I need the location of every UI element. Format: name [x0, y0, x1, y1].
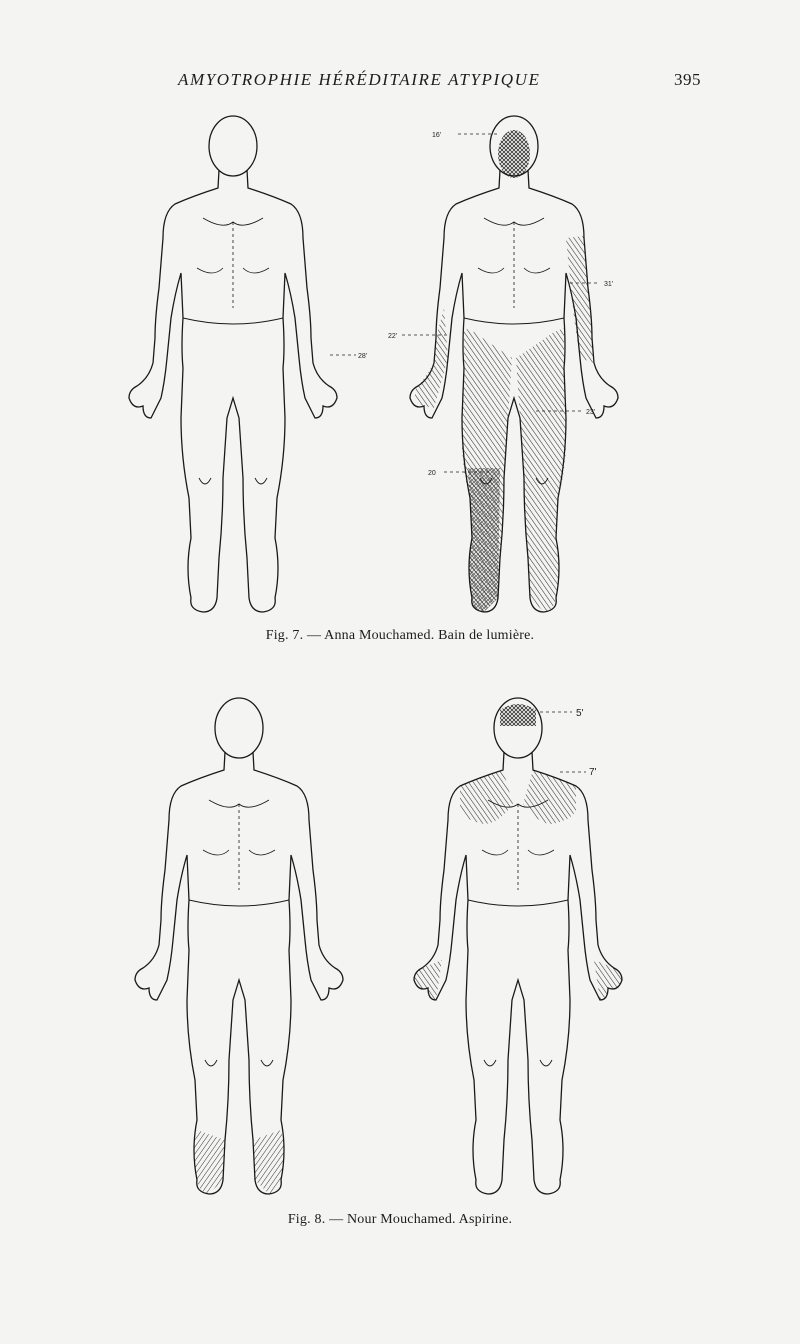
- label-forearm: 22': [388, 333, 398, 340]
- figure-7: [0, 110, 800, 620]
- right-foot-zone: [253, 1130, 284, 1194]
- label-chest: 7': [589, 767, 597, 778]
- figure-8-illustration: [0, 696, 800, 1196]
- label-hand: 28': [358, 353, 368, 360]
- left-shank-zone: [468, 468, 500, 612]
- figure-8: [0, 696, 800, 1196]
- running-title: AMYOTROPHIE HÉRÉDITAIRE ATYPIQUE: [178, 70, 541, 89]
- left-chest-zone: [460, 770, 513, 824]
- fig8-back-view: [135, 698, 343, 1194]
- figure-7-caption: Fig. 7. — Anna Mouchamed. Bain de lumière.: [265, 628, 535, 643]
- fig7-front-view: [410, 116, 618, 612]
- left-hand-zone: [414, 960, 442, 1000]
- figure-7-illustration: [0, 110, 800, 620]
- page-header: [0, 70, 800, 94]
- scalp-zone: [500, 704, 536, 726]
- page-number: 395: [674, 70, 701, 89]
- label-head: 5': [576, 708, 584, 719]
- left-foot-zone: [194, 1130, 225, 1194]
- fig7-back-view: [129, 116, 337, 612]
- label-arm: 31': [604, 281, 614, 288]
- face-zone: [498, 130, 530, 178]
- right-hand-zone: [594, 960, 622, 1000]
- figure-8-caption: Fig. 8. — Nour Mouchamed. Aspirine.: [287, 1212, 513, 1227]
- right-chest-zone: [523, 770, 576, 824]
- label-leg: 20: [428, 470, 436, 477]
- label-thigh: 23': [586, 409, 596, 416]
- label-face: 16': [432, 132, 442, 139]
